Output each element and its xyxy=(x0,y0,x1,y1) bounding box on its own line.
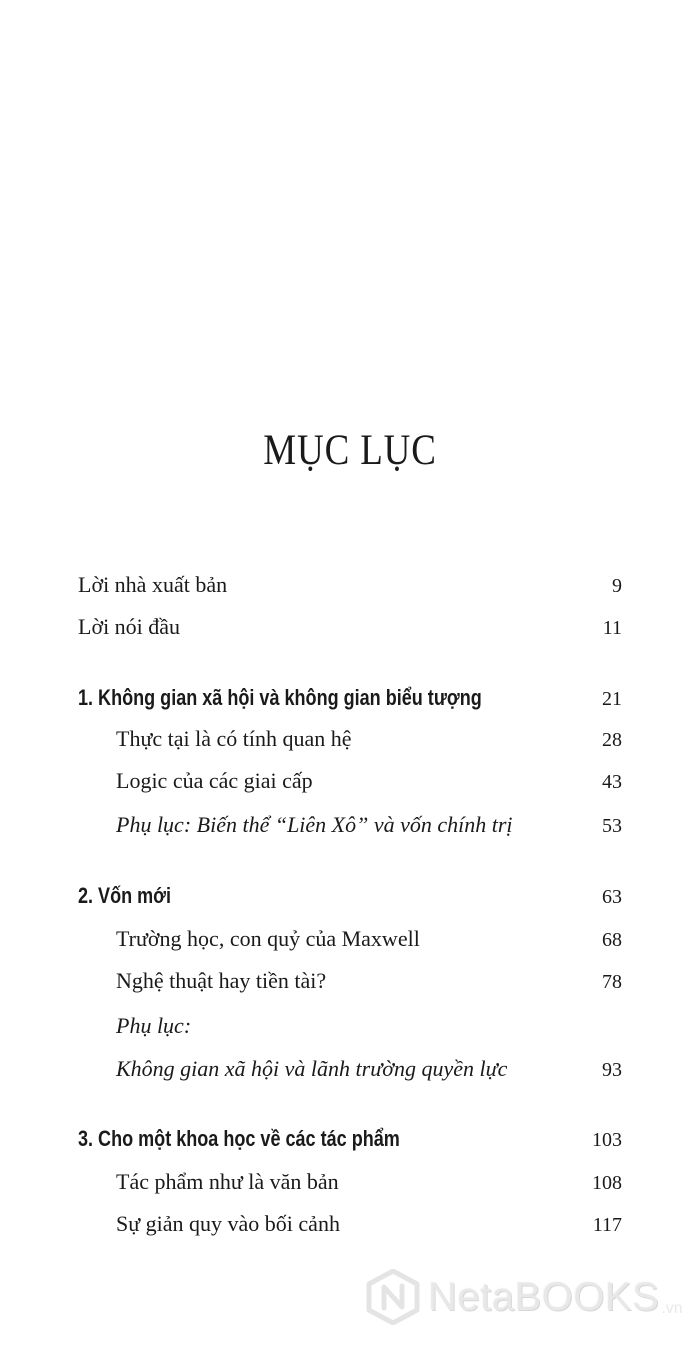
toc-entry-title: Thực tại là có tính quan hệ xyxy=(116,726,352,751)
toc-entry-title: Lời nói đầu xyxy=(78,614,181,639)
toc-chapter xyxy=(0,877,700,907)
toc-entry-page: 103 xyxy=(592,1129,622,1151)
page-title: MỤC LỤC xyxy=(263,426,437,474)
toc-entry xyxy=(0,1007,700,1037)
toc-entry-title: Sự giản quy vào bối cảnh xyxy=(116,1211,340,1236)
toc-entry xyxy=(0,806,700,836)
toc-entry-page: 63 xyxy=(602,886,622,908)
toc-entry-title: Phụ lục: Biến thể “Liên Xô” và vốn chính trị xyxy=(116,812,513,837)
toc-entry-page: 108 xyxy=(592,1172,622,1194)
toc-entry-title: Phụ lục: xyxy=(116,1013,192,1038)
toc-entry xyxy=(0,962,700,992)
toc-chapter-title: 1. Không gian xã hội và không gian biểu tượng xyxy=(78,685,482,710)
toc-entry xyxy=(0,720,700,750)
toc-chapter-title: 3. Cho một khoa học về các tác phẩm xyxy=(78,1126,400,1151)
toc-entry-page: 11 xyxy=(602,617,622,639)
toc-entry-title: Không gian xã hội và lãnh trường quyền lực xyxy=(116,1056,508,1081)
toc-entry-title: Lời nhà xuất bản xyxy=(78,572,228,597)
toc-entry xyxy=(0,566,700,596)
toc-chapter xyxy=(0,1120,700,1150)
toc-entry-page: 28 xyxy=(602,729,622,751)
toc-entry xyxy=(0,1205,700,1235)
toc-entry-title: Tác phẩm như là văn bản xyxy=(116,1169,339,1194)
toc-chapter xyxy=(0,679,700,709)
toc-entry-page: 78 xyxy=(602,971,622,993)
toc-entry-page: 43 xyxy=(602,771,622,793)
toc-entry-title: Trường học, con quỷ của Maxwell xyxy=(116,926,420,951)
netabooks-logo-icon xyxy=(366,1269,420,1325)
toc-entry-page: 68 xyxy=(602,929,622,951)
toc-chapter-title: 2. Vốn mới xyxy=(78,883,172,908)
toc-entry xyxy=(0,920,700,950)
watermark-text: NetaBOOKS xyxy=(428,1275,660,1319)
toc-entry-title: Logic của các giai cấp xyxy=(116,768,313,793)
watermark-suffix: .vn xyxy=(661,1300,683,1317)
toc-entry xyxy=(0,608,700,638)
toc-entry-page: 21 xyxy=(602,688,622,710)
toc-entry-title: Nghệ thuật hay tiền tài? xyxy=(116,968,327,993)
toc-entry xyxy=(0,1163,700,1193)
toc-entry-page: 117 xyxy=(592,1214,622,1236)
toc-entry xyxy=(0,1050,700,1080)
toc-entry-page: 9 xyxy=(612,575,622,597)
toc-entry-page: 53 xyxy=(602,815,622,837)
toc-entry xyxy=(0,762,700,792)
toc-entry-page: 93 xyxy=(602,1059,622,1081)
watermark xyxy=(366,1268,683,1326)
